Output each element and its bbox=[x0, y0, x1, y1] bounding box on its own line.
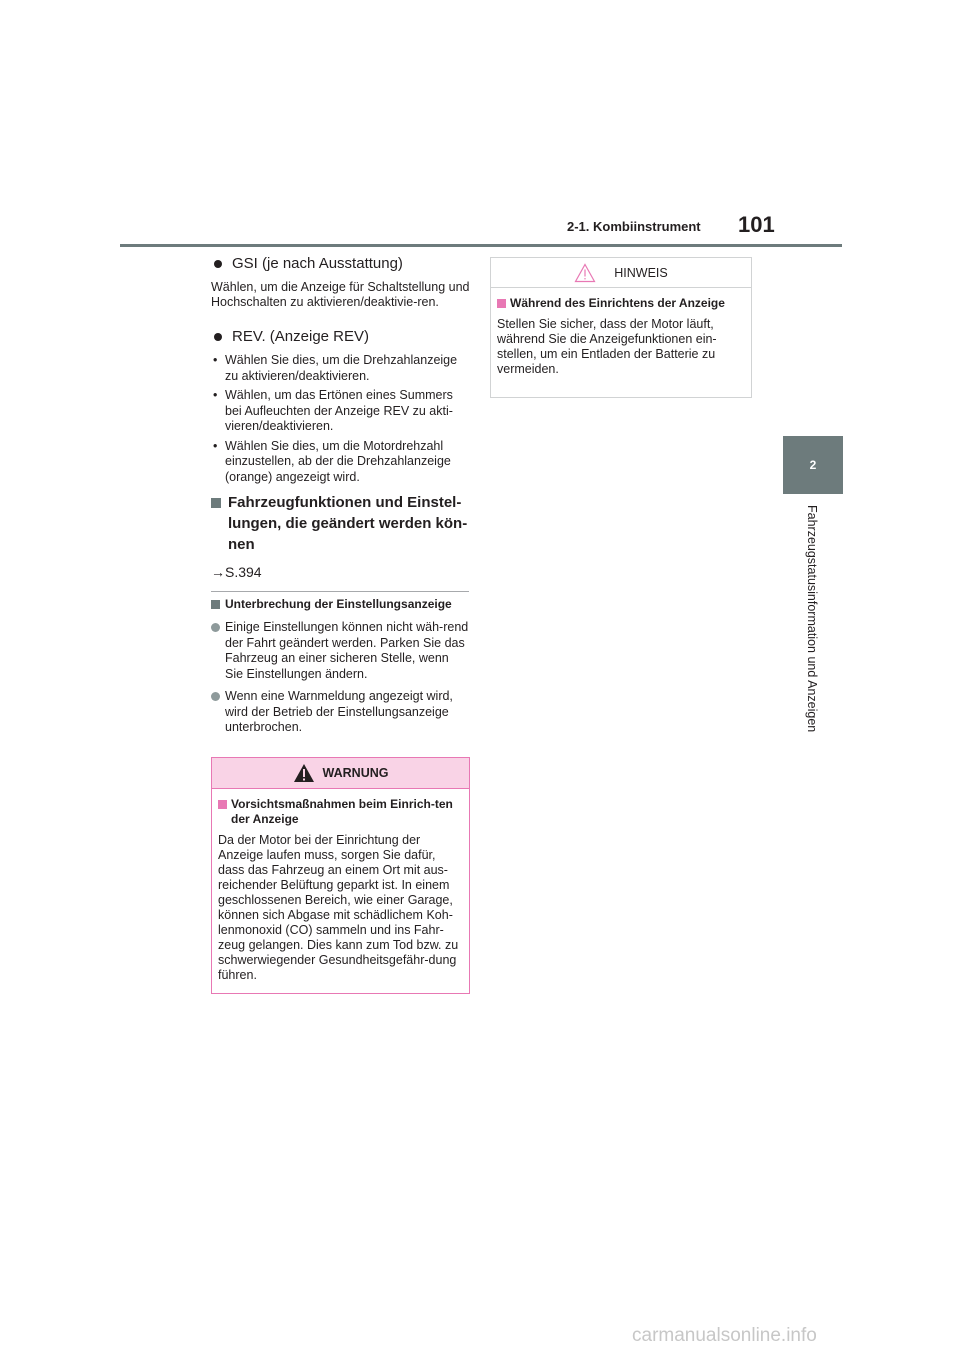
page-reference-link[interactable]: →S.394 bbox=[211, 564, 262, 580]
square-bullet-icon bbox=[218, 800, 227, 809]
gsi-section bbox=[211, 255, 470, 310]
bullet-dot-icon bbox=[211, 623, 220, 632]
list-item: • Wählen Sie dies, um die Drehzahlanzeige zu aktivieren/deaktivieren. bbox=[213, 353, 458, 383]
chapter-label: Fahrzeugstatusinformation und Anzeigen bbox=[805, 505, 819, 733]
warning-box bbox=[211, 757, 470, 994]
section-divider bbox=[211, 591, 469, 592]
square-bullet-icon bbox=[497, 299, 506, 308]
warning-subtitle: Vorsichtsmaßnahmen beim Einrich-ten der Anzeige bbox=[218, 797, 463, 827]
gsi-text: Wählen, um die Anzeige für Schaltstellung und Hochschalten zu aktivieren/deaktivie-ren. bbox=[211, 280, 470, 309]
hint-header: HINWEIS bbox=[491, 258, 751, 288]
interruption-heading: Unterbrechung der Einstellungsanzeige bbox=[211, 597, 470, 611]
list-item: • Wählen Sie dies, um die Motordrehzahl einzustellen, ab der die Drehzahlanzeige (orange) angezeigt wird. bbox=[213, 438, 451, 484]
list-item: • Wählen, um das Ertönen eines Summers bei Aufleuchten der Anzeige REV zu akti-vieren/deaktivieren. bbox=[213, 388, 453, 433]
square-bullet-icon bbox=[211, 498, 221, 508]
header-divider bbox=[120, 244, 842, 247]
warning-text: Da der Motor bei der Einrichtung der Anzeige laufen muss, sorgen Sie dafür, dass das Fahrzeug an einem Ort mit aus-reichender Belüftung geparkt ist. In einem geschlossenen Bereich, wie einer Garage, können sich Abgase mit schädlichem Koh-lenmonoxid (CO) sammeln und ins Fahr-zeug gelangen. Dies kann zum Tod bzw. zu schwerwiegender Gesundheitsgefähr-dung führen. bbox=[218, 833, 459, 982]
interruption-section bbox=[211, 597, 470, 736]
list-item: Einige Einstellungen können nicht wäh-rend der Fahrt geändert werden. Parken Sie das Fahrzeug an einer sicheren Stelle, wenn Sie Einstellungen ändern. bbox=[211, 620, 470, 682]
list-item: Wenn eine Warnmeldung angezeigt wird, wird der Betrieb der Einstellungsanzeige unterbrochen. bbox=[211, 689, 470, 736]
rev-heading: REV. (Anzeige REV) bbox=[211, 328, 470, 345]
gsi-heading: GSI (je nach Ausstattung) bbox=[211, 255, 470, 272]
bullet-dot-icon bbox=[211, 692, 220, 701]
hint-subtitle: Während des Einrichtens der Anzeige bbox=[497, 296, 745, 311]
caution-triangle-icon bbox=[574, 263, 596, 283]
rev-section bbox=[211, 328, 470, 485]
hint-box bbox=[490, 257, 752, 398]
section-header: 2-1. Kombiinstrument bbox=[567, 219, 701, 234]
functions-section bbox=[211, 492, 470, 580]
warning-header: WARNUNG bbox=[212, 758, 469, 789]
bullet-dot-icon bbox=[214, 260, 222, 268]
bullet-dot-icon bbox=[214, 333, 222, 341]
warning-triangle-icon bbox=[293, 763, 315, 783]
page-number: 101 bbox=[738, 212, 775, 237]
watermark: carmanualsonline.info bbox=[632, 1325, 817, 1346]
hint-text: Stellen Sie sicher, dass der Motor läuft, während Sie die Anzeigefunktionen ein-stellen, um ein Entladen der Batterie zu vermeiden. bbox=[497, 317, 717, 376]
square-bullet-icon bbox=[211, 600, 220, 609]
chapter-tab[interactable]: 2 bbox=[783, 436, 843, 494]
functions-heading: Fahrzeugfunktionen und Einstel-lungen, die geändert werden kön-nen bbox=[211, 492, 470, 555]
